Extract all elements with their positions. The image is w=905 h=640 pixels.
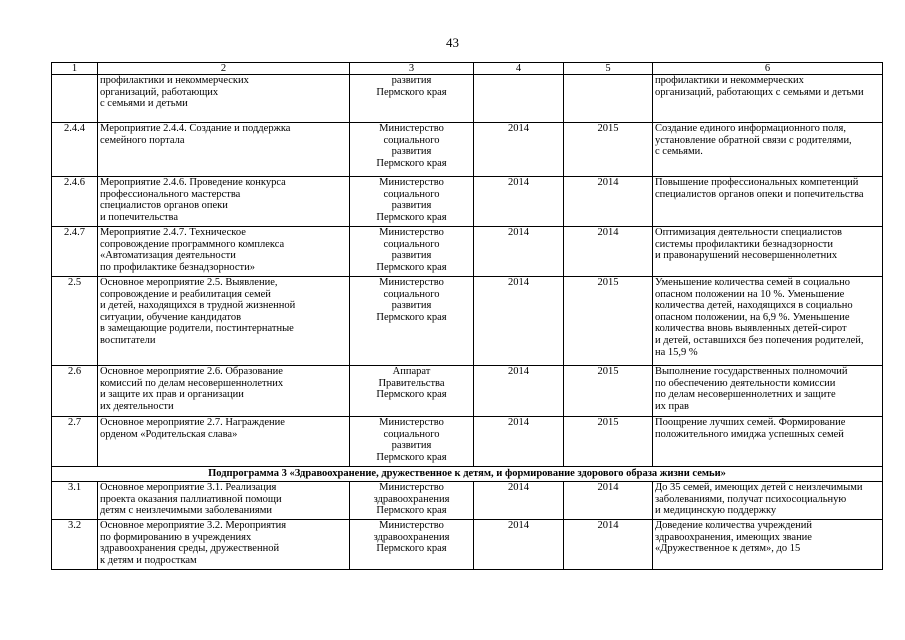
expected-result: Поощрение лучших семей. Формирование положительного имиджа успешных семей bbox=[653, 417, 883, 467]
executor: Министерство социального развития Пермского края bbox=[350, 227, 474, 277]
row-number: 2.4.6 bbox=[52, 177, 98, 227]
end-year: 2014 bbox=[564, 482, 653, 520]
start-year: 2014 bbox=[474, 366, 564, 417]
subprogram-title: Подпрограмма 3 «Здравоохранение, дружественное к детям, и формирование здорового образа жизни семьи» bbox=[52, 467, 883, 482]
executor: Министерство социального развития Пермского края bbox=[350, 123, 474, 177]
table-row bbox=[52, 177, 883, 227]
column-header: 6 bbox=[653, 63, 883, 75]
row-number: 2.4.7 bbox=[52, 227, 98, 277]
event-name: Основное мероприятие 3.1. Реализация проекта оказания паллиативной помощи детям с неизлечимыми заболеваниями bbox=[98, 482, 350, 520]
program-table bbox=[51, 62, 883, 570]
expected-result: Уменьшение количества семей в социально опасном положении на 10 %. Уменьшение количества детей, находящихся в социально опасном положении, на 6,9 %. Уменьшение количества вновь выявленных детей-сирот и детей, оставшихся без попечения родителей, на 15,9 % bbox=[653, 277, 883, 366]
executor: Министерство здравоохранения Пермского края bbox=[350, 482, 474, 520]
column-header: 2 bbox=[98, 63, 350, 75]
executor: Министерство здравоохранения Пермского края bbox=[350, 520, 474, 570]
column-header: 4 bbox=[474, 63, 564, 75]
event-name: Основное мероприятие 2.5. Выявление, сопровождение и реабилитация семей и детей, находящихся в трудной жизненной ситуации, обучение кандидатов в замещающие родители, постинтернатные воспитатели bbox=[98, 277, 350, 366]
table-row bbox=[52, 520, 883, 570]
start-year: 2014 bbox=[474, 177, 564, 227]
start-year bbox=[474, 75, 564, 123]
table-row bbox=[52, 417, 883, 467]
start-year: 2014 bbox=[474, 277, 564, 366]
start-year: 2014 bbox=[474, 417, 564, 467]
event-name: Мероприятие 2.4.7. Техническое сопровождение программного комплекса «Автоматизация деятельности по профилактике безнадзорности» bbox=[98, 227, 350, 277]
end-year: 2015 bbox=[564, 417, 653, 467]
end-year bbox=[564, 75, 653, 123]
event-name: Основное мероприятие 2.7. Награждение орденом «Родительская слава» bbox=[98, 417, 350, 467]
row-number: 2.7 bbox=[52, 417, 98, 467]
end-year: 2015 bbox=[564, 123, 653, 177]
expected-result: Повышение профессиональных компетенций специалистов органов опеки и попечительства bbox=[653, 177, 883, 227]
expected-result: профилактики и некоммерческих организаций, работающих с семьями и детьми bbox=[653, 75, 883, 123]
row-number: 3.2 bbox=[52, 520, 98, 570]
executor: Министерство социального развития Пермского края bbox=[350, 417, 474, 467]
end-year: 2014 bbox=[564, 520, 653, 570]
table-row bbox=[52, 123, 883, 177]
row-number bbox=[52, 75, 98, 123]
start-year: 2014 bbox=[474, 123, 564, 177]
event-name: Мероприятие 2.4.6. Проведение конкурса профессионального мастерства специалистов органов опеки и попечительства bbox=[98, 177, 350, 227]
executor: Аппарат Правительства Пермского края bbox=[350, 366, 474, 417]
end-year: 2014 bbox=[564, 227, 653, 277]
row-number: 2.6 bbox=[52, 366, 98, 417]
end-year: 2015 bbox=[564, 277, 653, 366]
expected-result: Оптимизация деятельности специалистов системы профилактики безнадзорности и правонарушений несовершеннолетних bbox=[653, 227, 883, 277]
table-row bbox=[52, 75, 883, 123]
executor: Министерство социального развития Пермского края bbox=[350, 177, 474, 227]
subprogram-row bbox=[52, 467, 883, 482]
page-number: 43 bbox=[446, 35, 459, 50]
table-row bbox=[52, 277, 883, 366]
event-name: Мероприятие 2.4.4. Создание и поддержка семейного портала bbox=[98, 123, 350, 177]
column-header: 1 bbox=[52, 63, 98, 75]
row-number: 2.5 bbox=[52, 277, 98, 366]
start-year: 2014 bbox=[474, 227, 564, 277]
row-number: 2.4.4 bbox=[52, 123, 98, 177]
table-row bbox=[52, 227, 883, 277]
row-number: 3.1 bbox=[52, 482, 98, 520]
column-header: 3 bbox=[350, 63, 474, 75]
column-header: 5 bbox=[564, 63, 653, 75]
start-year: 2014 bbox=[474, 520, 564, 570]
expected-result: Выполнение государственных полномочий по обеспечению деятельности комиссии по делам несовершеннолетних и защите их прав bbox=[653, 366, 883, 417]
table-row bbox=[52, 482, 883, 520]
event-name: Основное мероприятие 2.6. Образование комиссий по делам несовершеннолетних и защите их прав и организации их деятельности bbox=[98, 366, 350, 417]
end-year: 2014 bbox=[564, 177, 653, 227]
end-year: 2015 bbox=[564, 366, 653, 417]
table-row bbox=[52, 366, 883, 417]
expected-result: До 35 семей, имеющих детей с неизлечимыми заболеваниями, получат психосоциальную и медицинскую поддержку bbox=[653, 482, 883, 520]
expected-result: Создание единого информационного поля, установление обратной связи с родителями, с семьями. bbox=[653, 123, 883, 177]
start-year: 2014 bbox=[474, 482, 564, 520]
executor: Министерство социального развития Пермского края bbox=[350, 277, 474, 366]
expected-result: Доведение количества учреждений здравоохранения, имеющих звание «Дружественное к детям», до 15 bbox=[653, 520, 883, 570]
event-name: Основное мероприятие 3.2. Мероприятия по формированию в учреждениях здравоохранения среды, дружественной к детям и подросткам bbox=[98, 520, 350, 570]
executor: развития Пермского края bbox=[350, 75, 474, 123]
event-name: профилактики и некоммерческих организаций, работающих с семьями и детьми bbox=[98, 75, 350, 123]
header-row bbox=[52, 63, 883, 75]
